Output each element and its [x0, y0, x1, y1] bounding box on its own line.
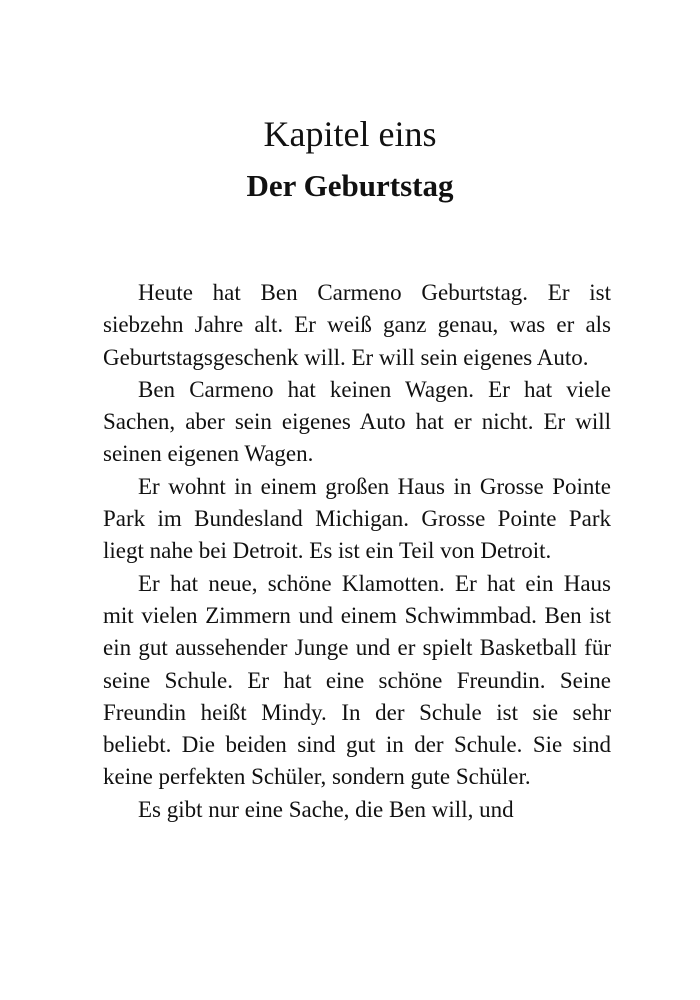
- chapter-heading: [0, 110, 700, 208]
- paragraph: Ben Carmeno hat keinen Wagen. Er hat viele Sachen, aber sein eigenes Auto hat er nicht. Er will seinen eigenen Wagen.: [103, 376, 611, 467]
- chapter-body: [103, 277, 611, 826]
- chapter-number: Kapitel eins: [263, 114, 437, 154]
- paragraph: Es gibt nur eine Sache, die Ben will, und: [138, 796, 514, 822]
- paragraph: Er hat neue, schöne Klamotten. Er hat ein Haus mit vielen Zimmern und einem Schwimmbad. Ben ist ein gut aussehender Junge und er spielt Basketball für seine Schule. Er hat eine schöne Freundin. Seine Freundin heißt Mindy. In der Schule ist sie sehr beliebt. Die beiden sind gut in der Schule. Sie sind keine perfekten Schüler, sondern gute Schüler.: [103, 570, 611, 790]
- paragraph: Heute hat Ben Carmeno Geburtstag. Er ist siebzehn Jahre alt. Er weiß ganz genau, was er als Geburtstagsgeschenk will. Er will sein eigenes Auto.: [103, 280, 611, 370]
- paragraph: Er wohnt in einem großen Haus in Grosse Pointe Park im Bundesland Michigan. Grosse Pointe Park liegt nahe bei Detroit. Es ist ein Teil von Detroit.: [103, 473, 611, 564]
- chapter-title: Der Geburtstag: [246, 168, 454, 203]
